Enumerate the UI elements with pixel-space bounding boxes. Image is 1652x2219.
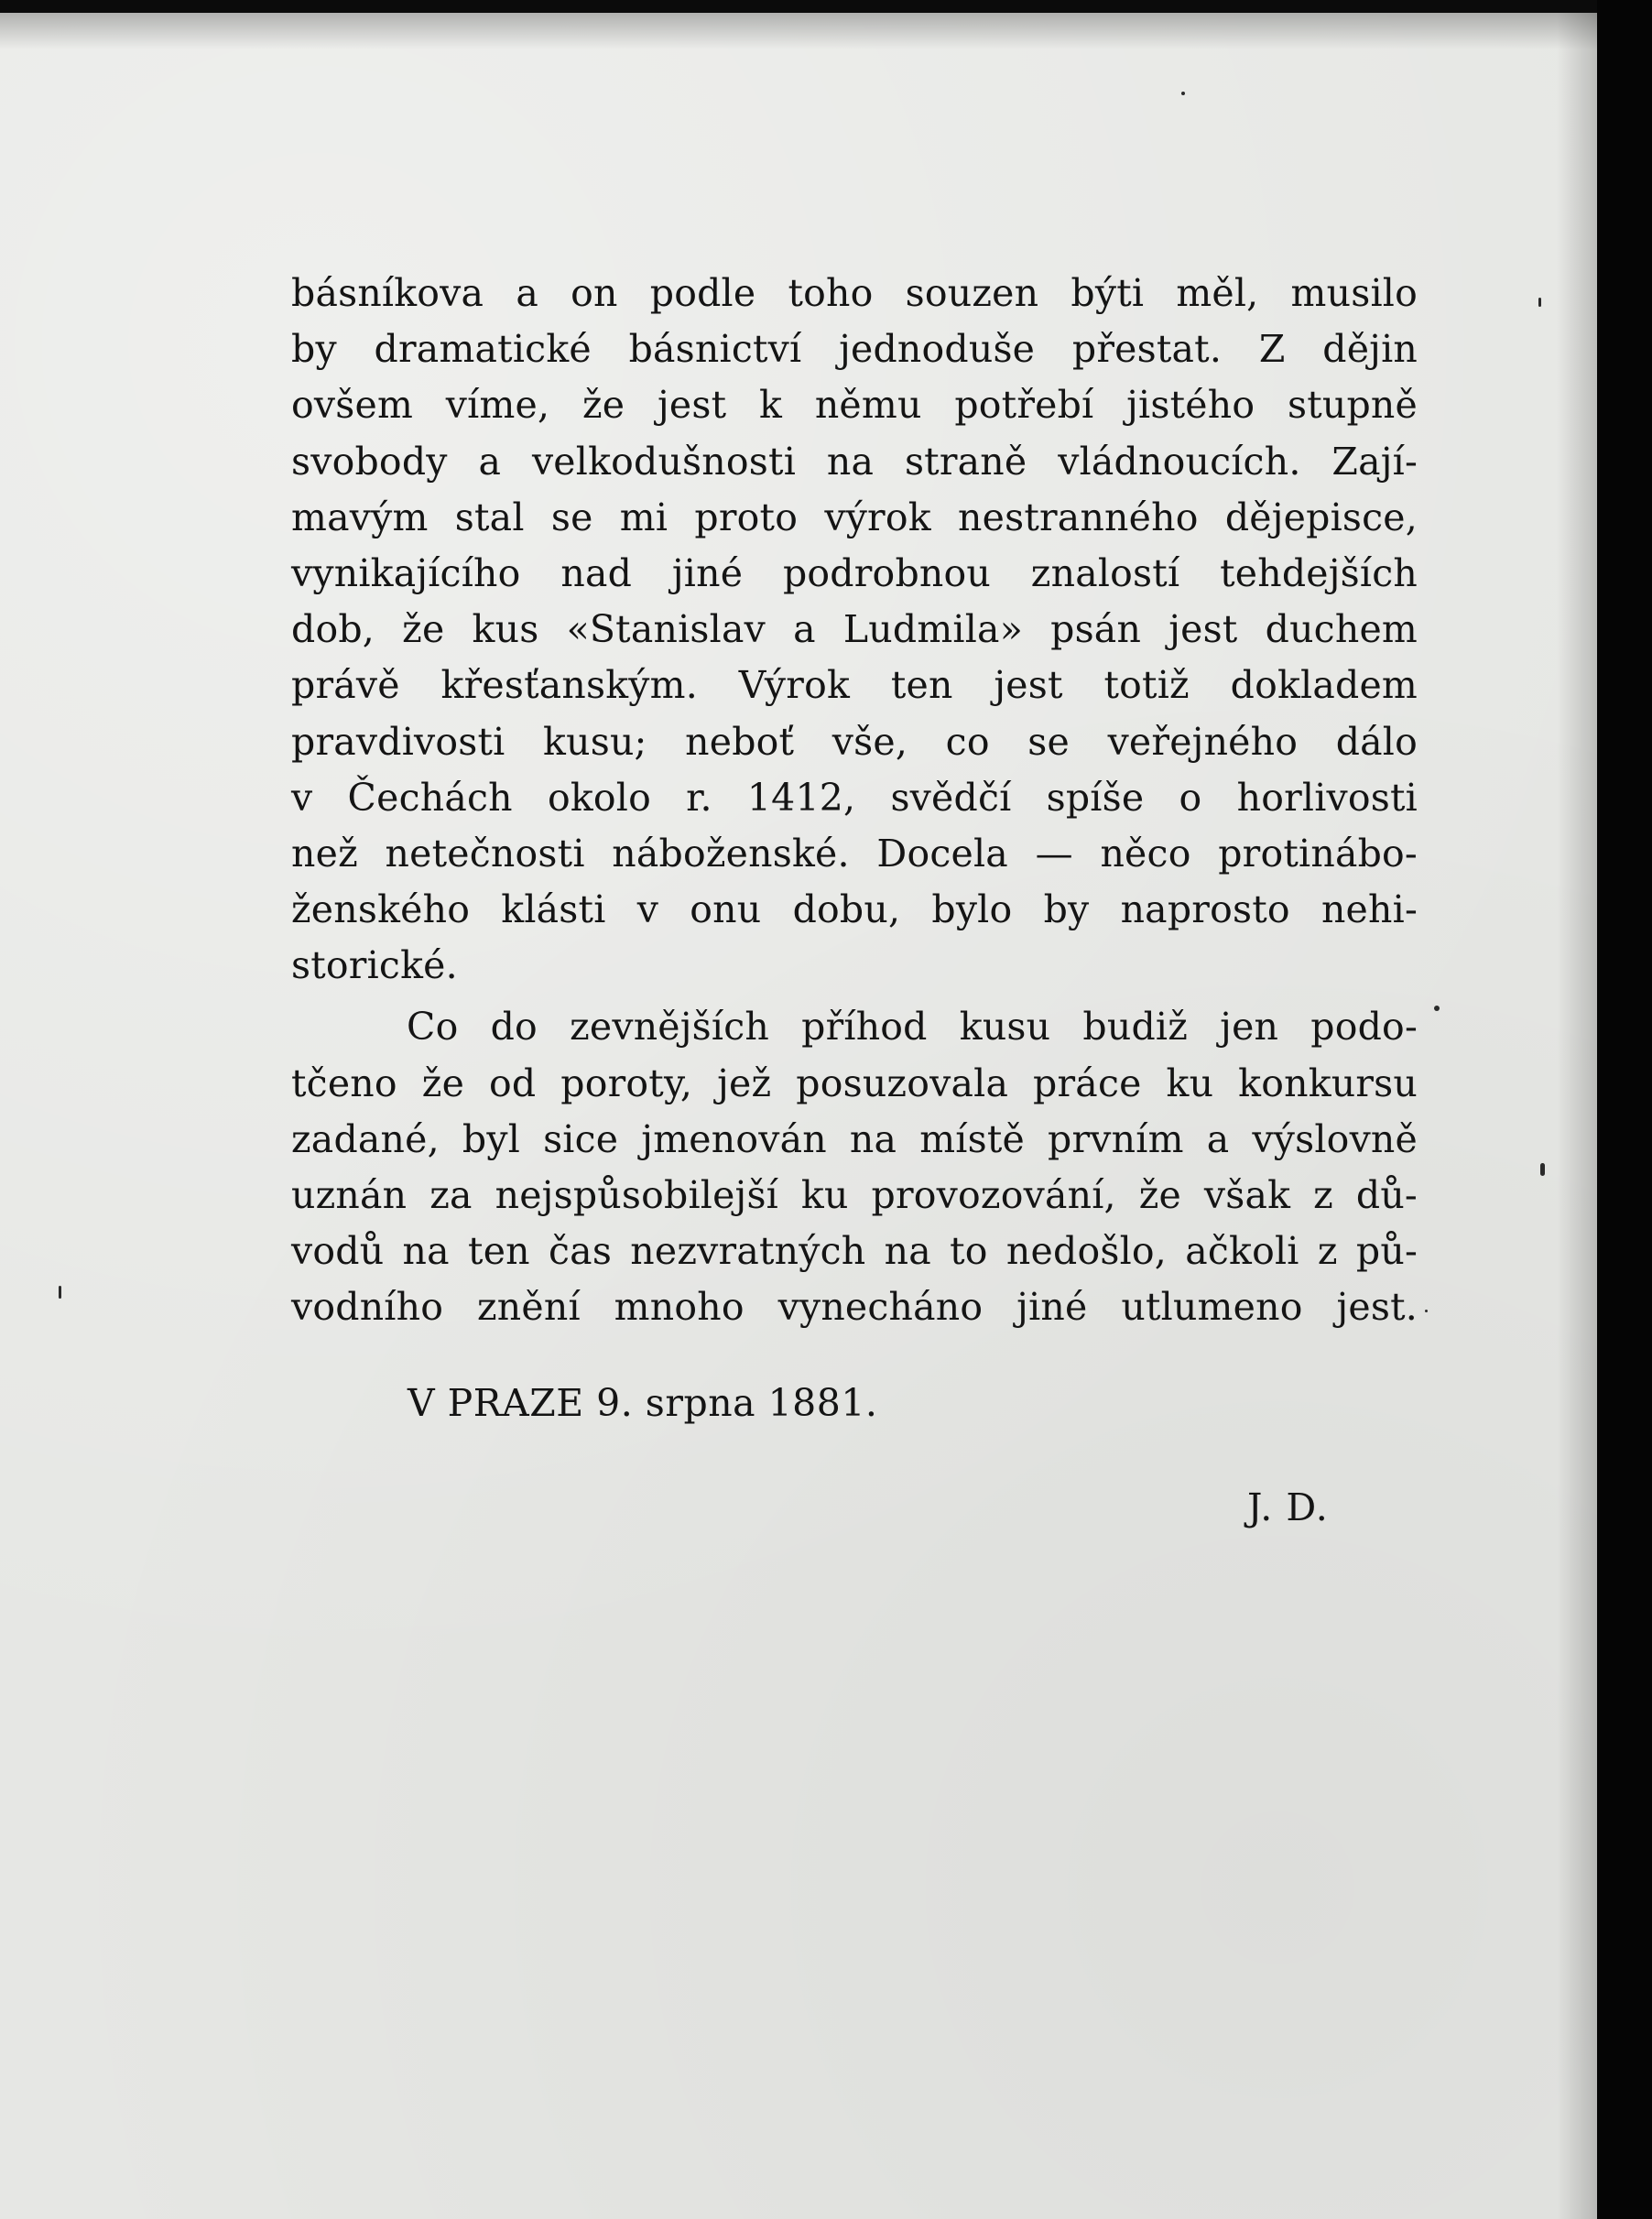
page-edge-shadow — [1557, 13, 1597, 2219]
text-line: vodního znění mnoho vynecháno jiné utlumeno jest. — [291, 1285, 1418, 1330]
paragraph-2 — [291, 999, 1418, 1335]
text-line: vynikajícího nad jiné podrobnou znalostí tehdejších — [291, 550, 1418, 595]
text-line: svobody a velkodušnosti na straně vládnoucích. Zají- — [291, 439, 1418, 484]
text-line: vodů na ten čas nezvratných na to nedošlo, ačkoli z pů- — [291, 1229, 1418, 1274]
text-line: mavým stal se mi proto výrok nestranného dějepisce, — [291, 495, 1418, 539]
text-line: zadané, byl sice jmenován na místě prvním a výslovně — [291, 1116, 1418, 1161]
paragraph-1 — [291, 266, 1418, 994]
paper-speck — [1538, 298, 1541, 307]
text-line: v Čechách okolo r. 1412, svědčí spíše o horlivosti — [291, 775, 1418, 820]
text-line: tčeno že od poroty, jež posuzovala práce ku konkursu — [291, 1061, 1418, 1105]
text-line: právě křesťanským. Výrok ten jest totiž dokladem — [291, 663, 1418, 708]
paper-speck — [1540, 1163, 1545, 1176]
text-line: storické. — [291, 943, 458, 988]
signature-initials: J. D. — [1247, 1485, 1329, 1529]
text-line: ovšem víme, že jest k němu potřebí jistého stupně — [291, 383, 1418, 428]
text-line: pravdivosti kusu; neboť vše, co se veřejného dálo — [291, 719, 1418, 764]
paper-speck — [1434, 1006, 1440, 1011]
book-binding-edge — [1597, 0, 1652, 2219]
paper-speck — [1181, 92, 1185, 95]
text-line: uznán za nejspůsobilejší ku provozování, že však z dů- — [291, 1173, 1418, 1217]
paper-speck — [59, 1286, 61, 1299]
text-line: než netečnosti náboženské. Docela — něco protinábo- — [291, 831, 1418, 876]
text-line: ženského klásti v onu dobu, bylo by naprosto nehi- — [291, 887, 1418, 932]
text-line: by dramatické básnictví jednoduše přestat. Z dějin — [291, 327, 1418, 372]
page-top-shadow — [0, 13, 1597, 49]
text-line: dob, že kus «Stanislav a Ludmila» psán jest duchem — [291, 607, 1418, 652]
body-text — [291, 266, 1418, 1336]
place-and-date: V PRAZE 9. srpna 1881. — [408, 1381, 878, 1425]
text-line: básníkova a on podle toho souzen býti měl, musilo — [291, 271, 1418, 315]
text-line: Co do zevnějších příhod kusu budiž jen podo- — [407, 1005, 1418, 1050]
paper-speck — [1425, 1310, 1428, 1312]
